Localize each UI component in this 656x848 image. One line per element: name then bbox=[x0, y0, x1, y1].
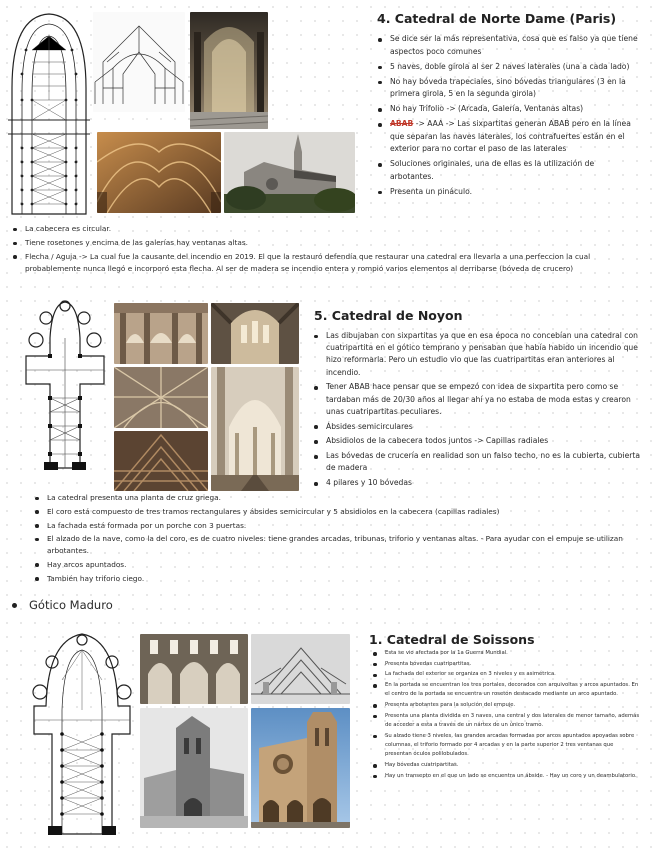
list-item: Hay un transepto en el que un lado se encuentra un ábside. - Hay un coro y un deambulatorio. bbox=[371, 772, 641, 781]
list-item: La fachada está formada por un porche con 3 puertas. bbox=[33, 520, 641, 532]
list-item: La catedral presenta una planta de cruz griega. bbox=[33, 492, 641, 504]
soissons-ruins-photo bbox=[140, 708, 248, 828]
noyon-apse-photo bbox=[211, 303, 299, 364]
notre-dame-list bbox=[376, 33, 638, 201]
notre-dame-notes bbox=[11, 223, 641, 277]
list-item: Tiene rosetones y encima de las galerías hay ventanas altas. bbox=[11, 237, 641, 249]
noyon-notes bbox=[33, 492, 641, 586]
list-item-text: -> AAA -> Las sixpartitas generan ABAB pero en la línea que separan las naves laterales, los contrafuertes están en el exterior para no cortar el paso de las laterales bbox=[390, 119, 631, 154]
section-heading-text: Gótico Maduro bbox=[29, 598, 113, 612]
list-item: También hay triforio ciego. bbox=[33, 573, 641, 585]
list-item: Presenta arbotantes para la solución del empuje. bbox=[371, 701, 641, 710]
noyon-interior-photo bbox=[211, 367, 299, 491]
noyon-roof-timber-photo bbox=[114, 431, 208, 491]
noyon-title: 5. Catedral de Noyon bbox=[314, 308, 463, 323]
notre-dame-floor-plan bbox=[6, 10, 92, 216]
notre-dame-interior-photo bbox=[190, 12, 268, 129]
list-item: 5 naves, doble girola al ser 2 naves laterales (una a cada lado) bbox=[376, 61, 638, 74]
list-item: La cabecera es circular. bbox=[11, 223, 641, 235]
list-item: Ábsides semicirculares bbox=[312, 421, 642, 433]
list-item bbox=[376, 118, 638, 156]
list-item: Presenta bóvedas cuatripartitas. bbox=[371, 660, 641, 669]
section-bullet bbox=[12, 603, 17, 608]
list-item: No hay bóveda trapeciales, sino bóvedas triangulares (3 en la primera girola, 5 en la segunda girola) bbox=[376, 76, 638, 101]
list-item: Absidiolos de la cabecera todos juntos -> Capillas radiales bbox=[312, 435, 642, 447]
list-item: Las bóvedas de crucería en realidad son un falso techo, no es la cubierta, cubierta de madera bbox=[312, 450, 642, 474]
list-item: Hay arcos apuntados. bbox=[33, 559, 641, 571]
list-item: Tener ABAB hace pensar que se empezó con idea de sixpartita pero como se tardaban más de 20/30 años al llegar ahí ya no estaba de moda estas y crearon unas cuatripartitas peculiares. bbox=[312, 381, 642, 418]
noyon-floor-plan bbox=[22, 298, 108, 472]
list-item: Flecha / Aguja -> La cual fue la causante del incendio en 2019. El que la restauró defendía que restaurar una catedral era llevarla a una perfeccion la cual probablemente nunca llegó e incorporó esta flecha. Al ser de madera se incendio entera y rompió varios elementos al derribarse (bóveda de crucero) bbox=[11, 251, 641, 276]
list-item: Hay bóvedas cuatripartitas. bbox=[371, 761, 641, 770]
notre-dame-vaults-photo bbox=[97, 132, 221, 213]
notre-dame-exterior-photo bbox=[224, 132, 355, 213]
noyon-nave-photo bbox=[114, 303, 208, 364]
list-item: No hay Trifolio -> (Arcada, Galería, Ventanas altas) bbox=[376, 103, 638, 116]
soissons-elevation-photo bbox=[140, 634, 248, 704]
list-item: 4 pilares y 10 bóvedas bbox=[312, 477, 642, 489]
notre-dame-title: 4. Catedral de Norte Dame (Paris) bbox=[377, 11, 617, 26]
soissons-title: 1. Catedral de Soissons bbox=[369, 632, 535, 647]
list-item: El alzado de la nave, como la del coro, es de cuatro niveles: tiene grandes arcadas, tribunas, triforio y ventanas altas. - Para ayudar con el empuje se utilizan arbotantes. bbox=[33, 533, 641, 556]
soissons-model-photo bbox=[251, 634, 350, 704]
list-item: Presenta un pináculo. bbox=[376, 186, 638, 199]
soissons-floor-plan bbox=[30, 630, 134, 836]
noyon-list bbox=[312, 330, 642, 492]
list-item: Se dice ser la más representativa, cosa que es falso ya que tiene aspectos poco comunes bbox=[376, 33, 638, 58]
list-item: La fachada del exterior se organiza en 3 niveles y es asimétrica. bbox=[371, 670, 641, 679]
notre-dame-structure-drawing bbox=[93, 12, 185, 112]
soissons-list bbox=[371, 649, 641, 782]
section-heading bbox=[12, 598, 113, 612]
list-item: Presenta una planta dividida en 3 naves, una central y dos laterales de menor tamaño, además de acceder a esta a través de un nártex de un único tramo. bbox=[371, 712, 641, 731]
list-item: Soluciones originales, una de ellas es la utilización de arbotantes. bbox=[376, 158, 638, 183]
soissons-facade-photo bbox=[251, 708, 350, 828]
struck-text: ABAB bbox=[390, 119, 414, 129]
list-item: En la portada se encuentran los tres portales, decorados con arquivoltas y arcos apuntados. En el centro de la portada se encuentra un rosetón destacado mediante un arco apuntado. bbox=[371, 681, 641, 700]
list-item: Su alzado tiene 3 niveles, las grandes arcadas formadas por arcos apuntados apoyadas sobre columnas, el triforio formado por 4 arcadas y en la parte superior 2 tres ventanas que presentan óculos polilobulados. bbox=[371, 732, 641, 760]
noyon-vault-photo bbox=[114, 367, 208, 428]
list-item: Las dibujaban con sixpartitas ya que en esa época no concebían una catedral con cuatripartita en el gótico temprano y pensaban que había habido un incendio que hizo reformarla. Pero un estudio vio que las cuatripartitas eran anteriores al incendio. bbox=[312, 330, 642, 379]
list-item: Esta se vio afectada por la 1a Guerra Mundial. bbox=[371, 649, 641, 658]
list-item: El coro está compuesto de tres tramos rectangulares y ábsides semicircular y 5 absidiolos en la cabecera (capillas radiales) bbox=[33, 506, 641, 518]
